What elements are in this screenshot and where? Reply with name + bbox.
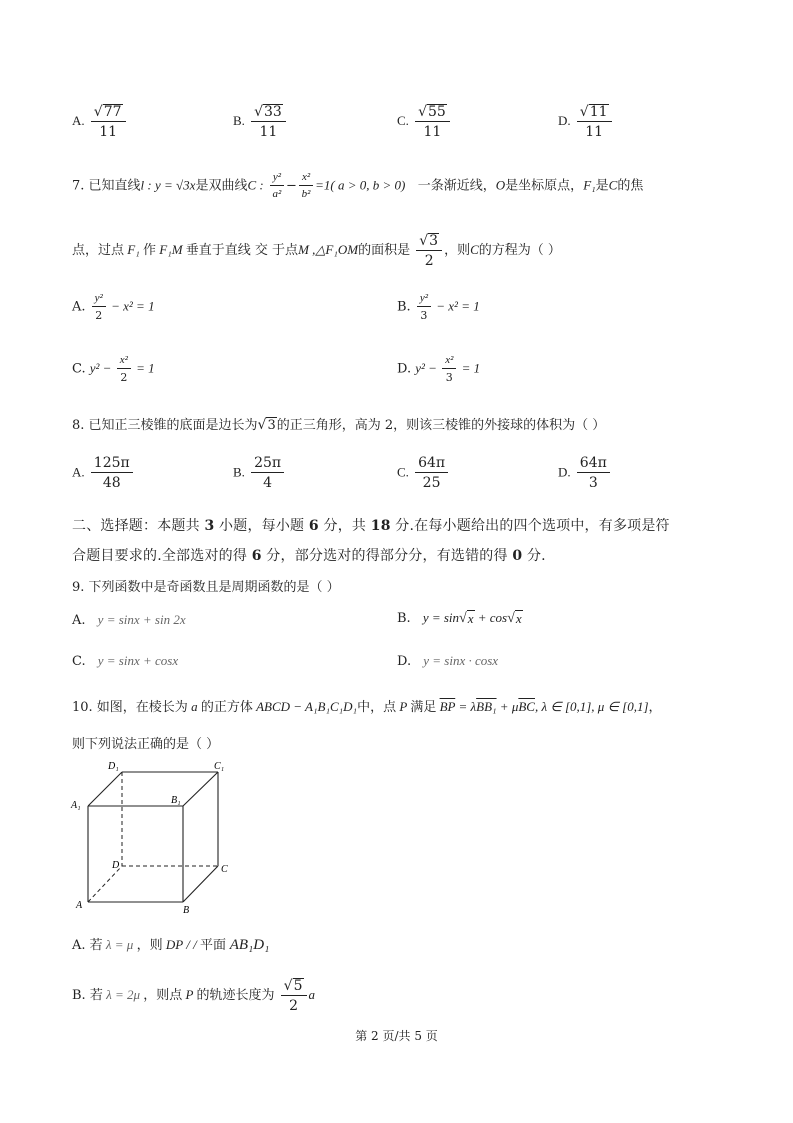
- q8-option-a: [72, 456, 135, 490]
- q10-text: ，则点: [143, 988, 183, 1003]
- denominator: 25: [422, 475, 441, 491]
- q7-text: 7. 已知直线: [72, 178, 141, 194]
- edge-ad-hidden: [88, 866, 122, 902]
- q7-text: 垂直于直线 交 于点: [185, 243, 299, 258]
- q10-option-a: A. 若 λ = μ ，则 DP / / 平面 AB₁D₁: [72, 937, 270, 953]
- q7-text: 是坐标原点，: [505, 178, 584, 194]
- q10-line2: 则下列说法正确的是（ ）: [72, 737, 220, 752]
- fraction: √ 55 11: [415, 104, 450, 139]
- radicand: 33: [263, 104, 282, 120]
- q9-option-b: B. y = sin √ x + cos √ x: [397, 610, 522, 626]
- section-number: 18: [370, 518, 391, 534]
- option-label: A. 若: [72, 938, 103, 953]
- q8-option-b: [233, 456, 286, 490]
- numerator: 25π: [251, 456, 284, 473]
- option-label: B.: [397, 611, 411, 626]
- option-label: A.: [72, 464, 85, 480]
- option-label: D.: [558, 113, 571, 128]
- section-text: 合题目要求的.全部选对的得: [72, 548, 252, 564]
- option-label: C.: [397, 464, 409, 480]
- q7-line2: 点，过点 F₁ 作 F₁M 垂直于直线 交 于点M ,△F₁OM的面积是 √ 3 2 ，则C的方程为（ ）: [72, 233, 561, 269]
- section-text: 分.: [522, 548, 546, 564]
- label-d: D: [112, 860, 120, 871]
- q8-stem: 8. 已知正三棱锥的底面是边长为 √ 3 的正三角形，高为 2，则该三棱锥的外接球的体积为（ ）: [72, 417, 606, 433]
- option-label: B. 若: [72, 988, 103, 1003]
- q10-text: 的轨迹长度为: [196, 988, 275, 1003]
- label-b1: B₁: [171, 795, 181, 806]
- page-footer: 第 2 页/共 5 页: [355, 1029, 438, 1043]
- section-number: 6: [308, 518, 319, 534]
- q9-option-c: [72, 653, 178, 669]
- q7-option-c: C. y² − $\frac{\text{x²}}{2}$ = 1: [72, 354, 155, 384]
- radicand: 11: [589, 104, 608, 120]
- q6-option-b: [233, 104, 288, 139]
- section-text: 二、选择题：本题共: [72, 518, 205, 534]
- option-expression: y = sinx + cosx: [97, 653, 179, 668]
- option-expression: y = sinx + sin 2x: [97, 612, 186, 627]
- denominator: 11: [423, 124, 442, 140]
- denominator: 3: [588, 475, 598, 491]
- edge-bc: [183, 866, 218, 902]
- numerator: 125π: [91, 456, 133, 473]
- q7-line1: 7. 已知直线l : y = √3x是双曲线C : $\frac{\text{y²}}{\text{a²}}$ − $\frac{\text{x²}}{\text{b²}}$ =1( a > 0, b > 0) 一条渐近线，O是坐标原点，F₁是C的焦: [72, 171, 644, 200]
- section-number: 3: [204, 518, 215, 534]
- q7-option-d: D. y² − $\frac{\text{x²}}{3}$ = 1: [397, 354, 481, 384]
- q6-option-a: [72, 104, 128, 139]
- q10-text: 10. 如图，在棱长为: [72, 700, 188, 715]
- label-c1: C₁: [214, 761, 225, 772]
- cube-figure: [70, 758, 240, 916]
- denominator: 11: [99, 124, 118, 140]
- q10-line1: 10. 如图，在棱长为 a 的正方体 ABCD − A₁B₁C₁D₁中，点 P 满足 $\overline{BP} = \lambda BB_1 + \mu\overline{BC}$, λ ∈ [0,1], μ ∈ [0,1]，: [72, 699, 662, 715]
- denominator: 11: [585, 124, 604, 140]
- q7-text: ，则: [444, 243, 471, 258]
- fraction: √ 11 11: [577, 104, 612, 139]
- q8-text: 8. 已知正三棱锥的底面是边长为: [72, 418, 258, 433]
- q7-text: 作: [142, 243, 156, 258]
- numerator: 64π: [577, 456, 610, 473]
- label-b: B: [183, 905, 190, 916]
- q9-option-d: [397, 653, 498, 669]
- option-label: B.: [233, 464, 245, 480]
- q6-option-c: [397, 104, 452, 139]
- section-text: 分，共: [318, 518, 371, 534]
- q9-stem: 9. 下列函数中是奇函数且是周期函数的是（ ）: [72, 580, 340, 595]
- section-text: 分，部分选对的得部分分，有选错的得: [261, 548, 513, 564]
- label-c: C: [221, 864, 228, 875]
- label-a1: A₁: [71, 800, 81, 811]
- section-number: 0: [512, 548, 523, 564]
- q10-text: 满足: [410, 700, 437, 715]
- q10-text: 平面: [199, 938, 226, 953]
- q8-option-c: [397, 456, 450, 490]
- q8-option-d: [558, 456, 612, 490]
- fraction: √ 33 11: [251, 104, 286, 139]
- option-label: D.: [558, 464, 571, 480]
- option-expression: y = sinx · cosx: [423, 653, 499, 668]
- edge-b1c1: [183, 772, 218, 806]
- q10-text: 中，点: [357, 700, 397, 715]
- q10-option-b: B. 若 λ = 2μ ，则点 P 的轨迹长度为 √ 5 2 a: [72, 978, 315, 1014]
- q10-text: ，则: [136, 938, 163, 953]
- q7-text: 是: [595, 178, 609, 194]
- section-text: 分.在每小题给出的四个选项中，有多项是符: [390, 518, 670, 534]
- label-a: A: [76, 900, 83, 911]
- numerator: 64π: [415, 456, 448, 473]
- fraction: √ 77 11: [91, 104, 126, 139]
- q7-text: 的焦: [617, 178, 644, 194]
- label-d1: D₁: [108, 761, 119, 772]
- q7-text: 的面积是: [358, 243, 411, 258]
- option-label: C.: [72, 654, 86, 669]
- q7-text: 点，过点: [72, 243, 125, 258]
- q7-option-a: A. $\frac{\text{y²}}{2}$ − x² = 1: [72, 292, 155, 322]
- q7-text: 是双曲线: [195, 178, 248, 194]
- option-label: A.: [72, 299, 86, 315]
- radicand: 77: [103, 104, 122, 120]
- denominator: 4: [263, 475, 273, 491]
- q10-text: 的正方体: [200, 700, 253, 715]
- option-label: D.: [397, 654, 412, 669]
- option-label: C.: [72, 361, 86, 377]
- option-label: A.: [72, 113, 85, 128]
- option-label: D.: [397, 361, 412, 377]
- q6-option-d: [558, 104, 614, 139]
- q8-text: 的正三角形，高为 2，则该三棱锥的外接球的体积为（ ）: [276, 418, 606, 433]
- q7-text: 一条渐近线，: [417, 178, 496, 194]
- edge-a1d1: [88, 772, 122, 806]
- radicand: 55: [427, 104, 446, 120]
- option-label: C.: [397, 113, 409, 128]
- option-label: A.: [72, 613, 86, 628]
- denominator: 48: [102, 475, 121, 491]
- section-number: 6: [251, 548, 262, 564]
- denominator: 11: [259, 124, 278, 140]
- q9-option-a: [72, 612, 186, 628]
- section-text: 小题，每小题: [214, 518, 309, 534]
- option-label: B.: [397, 299, 411, 315]
- section2-line1: [72, 515, 670, 535]
- option-label: B.: [233, 113, 245, 128]
- q7-text: 的方程为（ ）: [478, 243, 561, 258]
- q7-option-b: B. $\frac{\text{y²}}{3}$ − x² = 1: [397, 292, 480, 322]
- section2-line2: [72, 545, 546, 565]
